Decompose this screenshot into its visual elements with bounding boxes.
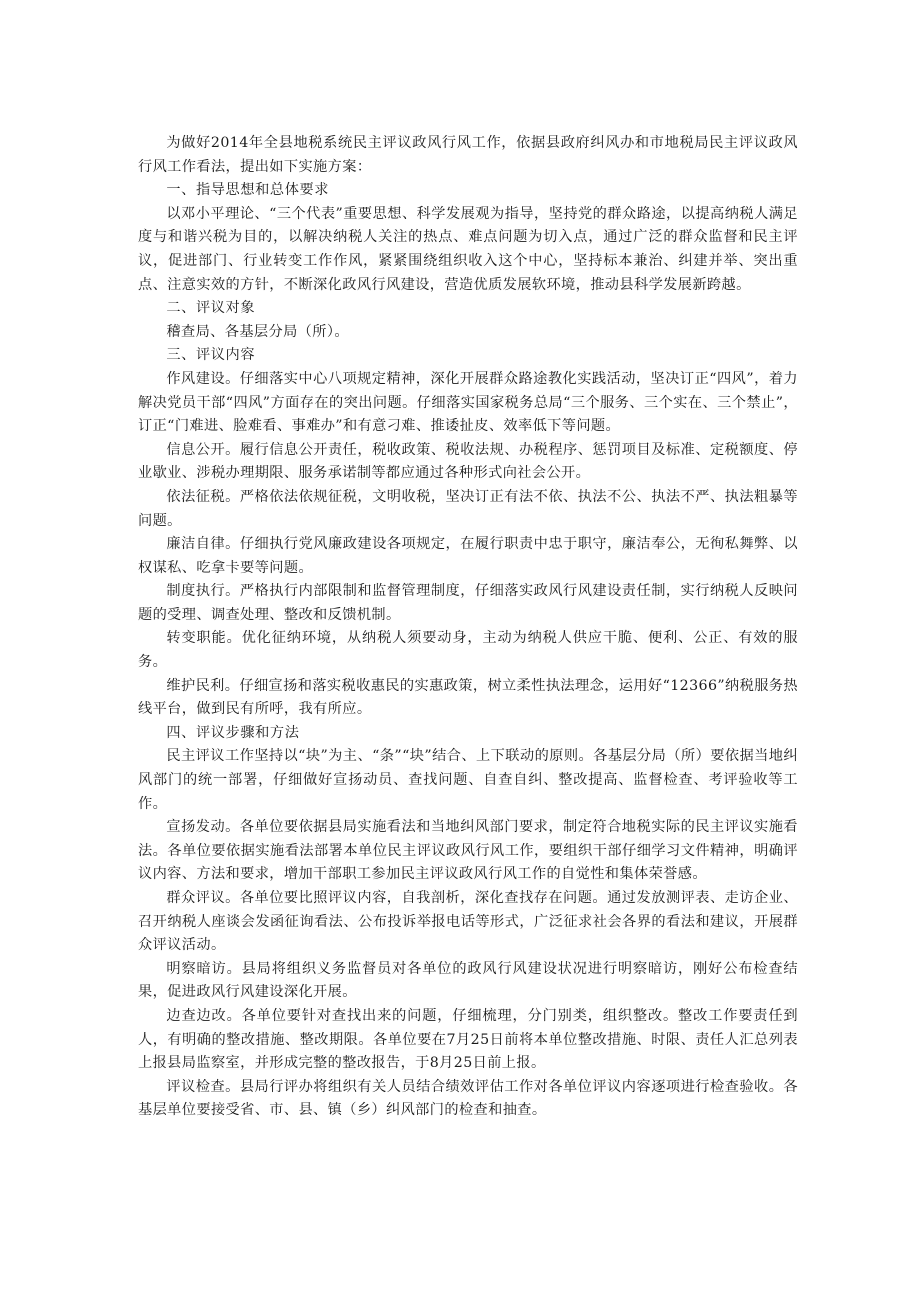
body-paragraph: 信息公开。履行信息公开责任，税收政策、税收法规、办税程序、惩罚项目及标准、定税额度、停业歇业、涉税办理期限、服务承诺制等都应通过各种形式向社会公开。 xyxy=(138,441,798,482)
body-paragraph: 评议检查。县局行评办将组织有关人员结合绩效评估工作对各单位评议内容逐项进行检查验收。各基层单位要接受省、市、县、镇（乡）纠风部门的检查和抽查。 xyxy=(138,1078,798,1119)
body-paragraph: 以邓小平理论、“三个代表”重要思想、科学发展观为指导，坚持党的群众路途，以提高纳税人满足度与和谐兴税为目的，以解决纳税人关注的热点、难点问题为切入点，通过广泛的群众监督和民主评议，促进部门、行业转变工作作风，紧紧围绕组织收入这个中心，坚持标本兼治、纠建并举、突出重点、注意实效的方针，不断深化政风行风建设，营造优质发展软环境，推动县科学发展新跨越。 xyxy=(138,205,798,293)
body-paragraph: 转变职能。优化征纳环境，从纳税人须要动身，主动为纳税人供应干脆、便利、公正、有效的服务。 xyxy=(138,630,798,671)
body-paragraph: 依法征税。严格依法依规征税，文明收税，坚决订正有法不依、执法不公、执法不严、执法粗暴等问题。 xyxy=(138,488,798,529)
intro-paragraph: 为做好2014年全县地税系统民主评议政风行风工作，依据县政府纠风办和市地税局民主评议政风行风工作看法，提出如下实施方案： xyxy=(138,135,798,175)
body-paragraph: 宣扬发动。各单位要依据县局实施看法和当地纠风部门要求，制定符合地税实际的民主评议实施看法。各单位要依据实施看法部署本单位民主评议政风行风工作，要组织干部仔细学习文件精神，明确评议内容、方法和要求，增加干部职工参加民主评议政风行风工作的自觉性和集体荣誉感。 xyxy=(138,819,798,883)
body-paragraph: 稽查局、各基层分局（所）。 xyxy=(166,323,349,340)
section-heading-2: 二、评议对象 xyxy=(166,300,256,317)
body-paragraph: 制度执行。严格执行内部限制和监督管理制度，仔细落实政风行风建设责任制，实行纳税人反映问题的受理、调查处理、整改和反馈机制。 xyxy=(138,583,798,623)
section-heading-1: 一、指导思想和总体要求 xyxy=(166,182,330,199)
section-heading-4: 四、评议步骤和方法 xyxy=(166,724,300,741)
body-paragraph: 民主评议工作坚持以“块”为主、“条”“块”结合、上下联动的原则。各基层分局（所）要依据当地纠风部门的统一部署，仔细做好宣扬动员、查找问题、自查自纠、整改提高、监督检查、考评验收等工作。 xyxy=(138,748,798,812)
section-heading-3: 三、评议内容 xyxy=(166,347,256,364)
body-paragraph: 维护民利。仔细宣扬和落实税收惠民的实惠政策，树立柔性执法理念，运用好“12366”纳税服务热线平台，做到民有所呼，我有所应。 xyxy=(138,677,798,718)
body-paragraph: 廉洁自律。仔细执行党风廉政建设各项规定，在履行职责中忠于职守，廉洁奉公，无徇私舞弊、以权谋私、吃拿卡要等问题。 xyxy=(138,536,798,576)
body-paragraph: 边查边改。各单位要针对查找出来的问题，仔细梳理，分门别类，组织整改。整改工作要责任到人，有明确的整改措施、整改期限。各单位要在7月25日前将本单位整改措施、时限、责任人汇总列表上报县局监察室，并形成完整的整改报告，于8月25日前上报。 xyxy=(138,1007,798,1072)
body-paragraph: 作风建设。仔细落实中心八项规定精神，深化开展群众路途教化实践活动，坚决订正“四风”，着力解决党员干部“四风”方面存在的突出问题。仔细落实国家税务总局“三个服务、三个实在、三个禁止”，订正“门难进、脸难看、事难办”和有意刁难、推诿扯皮、效率低下等问题。 xyxy=(138,370,798,435)
document-body xyxy=(138,132,798,1123)
body-paragraph: 群众评议。各单位要比照评议内容，自我剖析，深化查找存在问题。通过发放测评表、走访企业、召开纳税人座谈会发函征询看法、公布投诉举报电话等形式，广泛征求社会各界的看法和建议，开展群众评议活动。 xyxy=(138,890,798,954)
body-paragraph: 明察暗访。县局将组织义务监督员对各单位的政风行风建设状况进行明察暗访，刚好公布检查结果，促进政风行风建设深化开展。 xyxy=(138,960,798,1001)
